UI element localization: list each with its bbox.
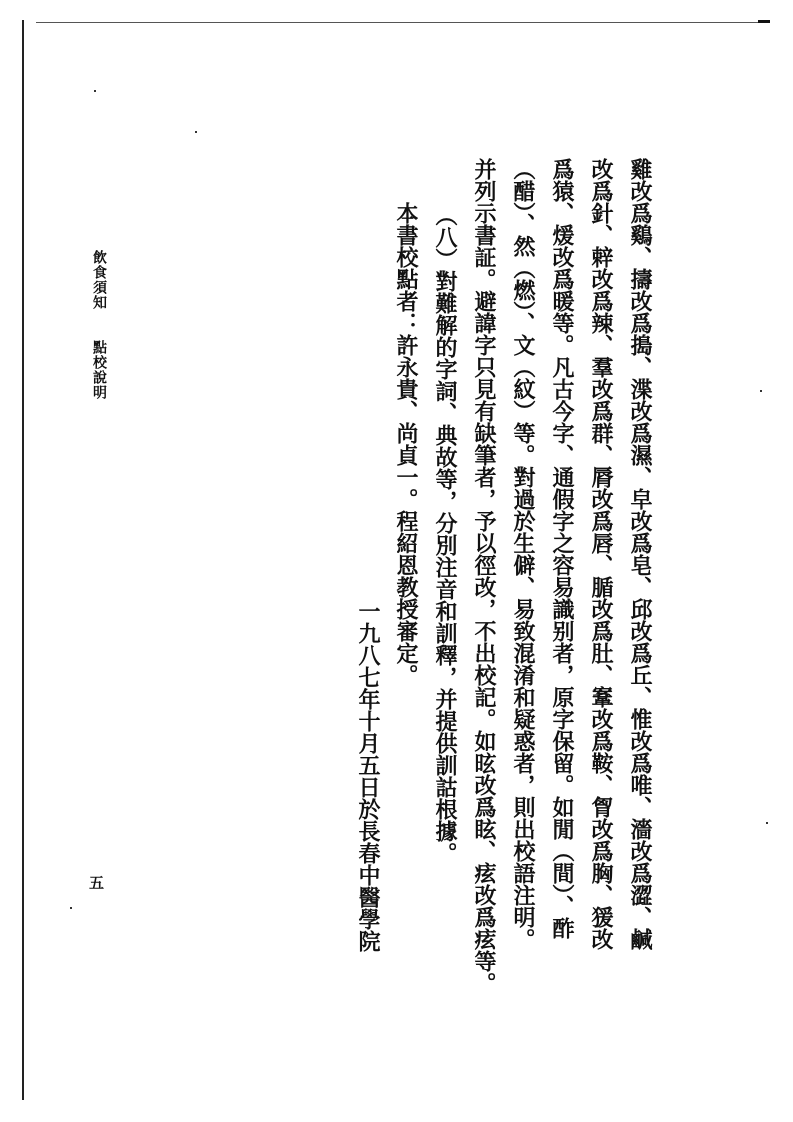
body-column-1: 雞改爲鷄、擣改爲搗、渫改爲濕、皁改爲皂、邱改爲丘、惟改爲唯、濇改爲澀、鹹 [627, 158, 653, 950]
body-column-7: 本書校點者：許永貴、尚貞一。程紹恩教授審定。 [393, 202, 419, 686]
page-number: 五 [89, 874, 105, 892]
body-column-5: 并列示書証。避諱字只見有缺筆者，予以徑改，不出校記。如昡改爲眩、痃改爲痃等。 [471, 158, 497, 994]
page-top-rule [36, 22, 758, 23]
scan-speck [70, 907, 72, 909]
body-column-4: （醋）、然（燃）、文（紋）等。對過於生僻、易致混淆和疑惑者，則出校語注明。 [510, 158, 536, 950]
running-head-book-title: 飲食須知 [91, 250, 107, 310]
scan-speck [195, 131, 197, 133]
body-column-6: （八）對難解的字詞、典故等，分別注音和訓釋，并提供訓詁根據。 [432, 204, 458, 864]
scan-speck [760, 390, 762, 392]
scan-speck [766, 822, 768, 824]
body-column-3: 爲猿、煖改爲暖等。凡古今字、通假字之容易識别者，原字保留。如閒（間）、酢 [549, 158, 575, 939]
page-corner-mark [758, 20, 770, 23]
body-column-2: 改爲針、辢改爲辣、羣改爲群、脣改爲唇、腯改爲肚、鞌改爲鞍、胷改爲胸、猨改 [588, 158, 614, 950]
running-head-section-title: 點校說明 [91, 340, 107, 400]
scan-speck [94, 90, 96, 92]
date-signature-line: 一九八七年十月五日於長春中醫學院 [355, 600, 381, 952]
page-left-border [22, 20, 24, 1100]
